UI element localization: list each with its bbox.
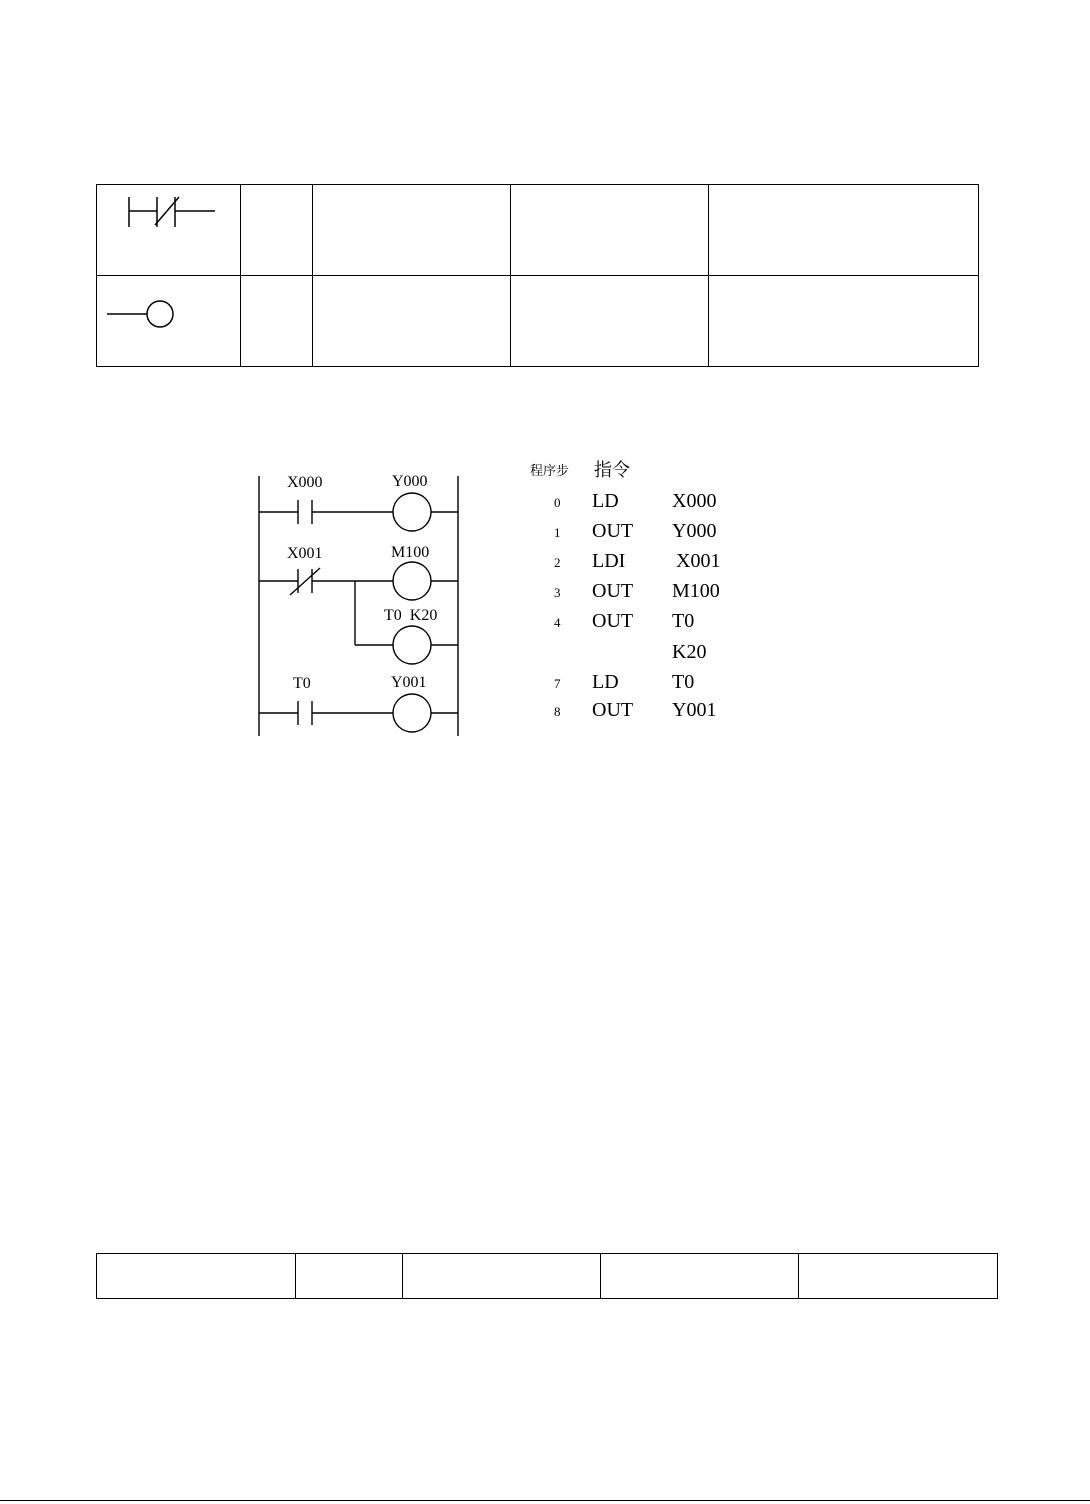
table-row: [97, 1254, 998, 1299]
rung3-contact-label: T0: [293, 675, 311, 692]
empty-table: [96, 1253, 998, 1299]
header-step: 程序步: [530, 464, 570, 479]
step-number: 0: [554, 495, 561, 510]
operand: X000: [672, 490, 717, 512]
operand: Y001: [672, 699, 717, 721]
symbol-cell: [97, 276, 241, 367]
opcode: OUT: [592, 699, 634, 721]
operand: T0: [672, 671, 695, 693]
page-bottom-rule: [0, 1500, 1090, 1501]
symbol-cell: [97, 185, 241, 276]
operand: Y000: [672, 520, 717, 542]
rung1-coil-label: Y000: [392, 473, 428, 490]
coil-icon: [97, 276, 241, 366]
operand: T0: [672, 610, 695, 632]
step-number: 3: [554, 585, 561, 600]
rung2-coil-label: M100: [391, 544, 430, 561]
opcode: OUT: [592, 610, 634, 632]
opcode: OUT: [592, 580, 634, 602]
opcode: LDI: [592, 550, 626, 572]
symbol-table: [96, 184, 979, 367]
table-row: [97, 185, 979, 276]
timer-label: T0 K20: [384, 607, 438, 624]
operand: M100: [672, 580, 720, 602]
operand: K20: [672, 641, 707, 663]
step-number: 4: [554, 615, 561, 630]
step-number: 1: [554, 525, 561, 540]
step-number: 8: [554, 704, 561, 719]
rung2-contact-label: X001: [287, 545, 323, 562]
operand: X001: [676, 550, 721, 572]
normally-closed-contact-icon: [97, 185, 241, 275]
opcode: LD: [592, 490, 619, 512]
header-instruction: 指令: [594, 460, 630, 481]
rung3-coil-label: Y001: [391, 674, 427, 691]
step-number: 7: [554, 676, 561, 691]
step-number: 2: [554, 555, 561, 570]
opcode: LD: [592, 671, 619, 693]
opcode: OUT: [592, 520, 634, 542]
ladder-diagram: [250, 460, 470, 740]
table-row: [97, 276, 979, 367]
rung1-contact-label: X000: [287, 474, 323, 491]
